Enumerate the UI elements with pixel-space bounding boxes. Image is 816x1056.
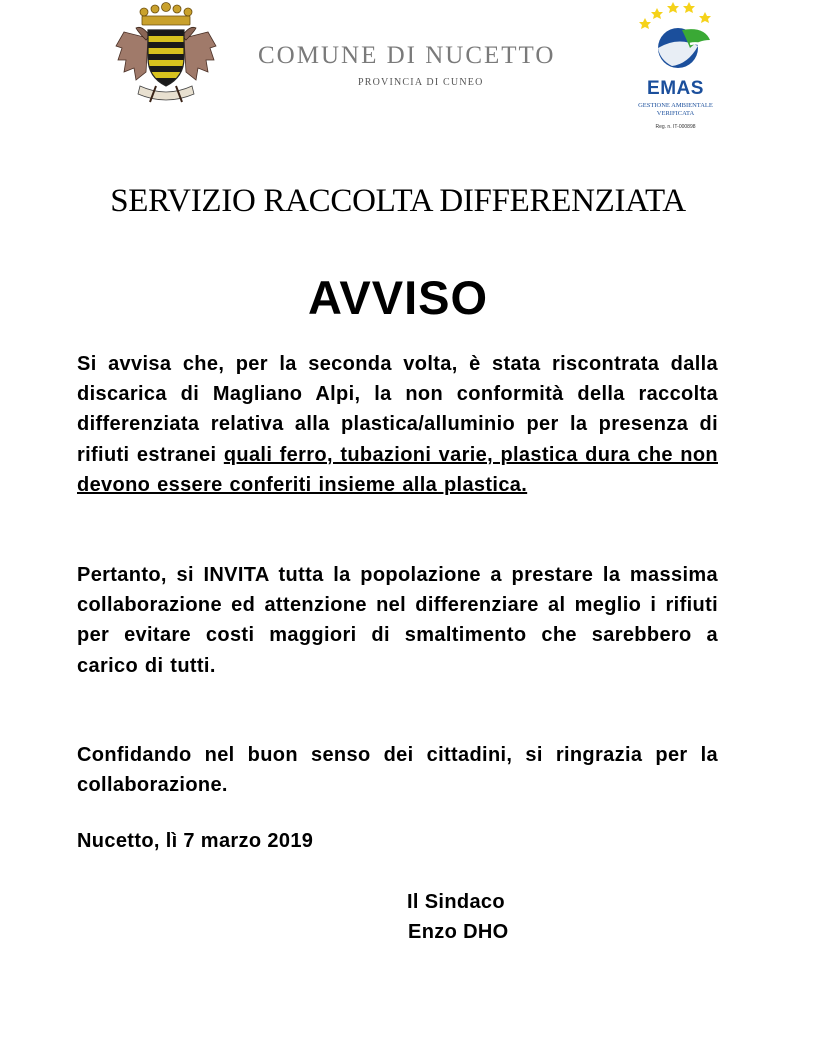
double-headed-eagle-icon [110,2,222,114]
paragraph-1-text: Si avvisa che, per la seconda volta, è stata riscontrata dalla discarica di Magliano Alpi, la non conformità della raccolta differenziata relativa alla plastica/alluminio per la presenza di rifiuti estranei [77,353,718,466]
emas-logo [628,0,723,135]
emas-registration: Reg. n. IT-000898 [655,124,696,130]
notice-heading: AVVISO [307,271,489,324]
signature-role: Il Sindaco [407,891,505,913]
paragraph-2: Pertanto, si INVITA tutta la popolazione a prestare la massima collaborazione ed attenzione nel differenziare al meglio i rifiuti per evitare costi maggiori di smaltimento che sarebbero a carico di tutti. [77,564,718,677]
document-title: SERVIZIO RACCOLTA DIFFERENZIATA [110,183,686,219]
province-name: PROVINCIA DI CUNEO [358,77,484,88]
paragraph-1 [77,349,718,500]
emas-subtitle-1: GESTIONE AMBIENTALE [638,102,713,109]
emas-subtitle-2: VERIFICATA [656,110,695,117]
eu-stars-icon [628,0,723,78]
municipal-crest-logo [110,2,222,114]
paragraph-3: Confidando nel buon senso dei cittadini, si ringrazia per la collaborazione. [77,744,718,797]
date-line: Nucetto, lì 7 marzo 2019 [77,830,314,852]
emas-name: EMAS [647,78,704,99]
paragraph-1-underlined-text: quali ferro, tubazioni varie, plastica dura che non devono essere conferiti insieme alla plastica. [77,443,718,496]
signature-name: Enzo DHO [408,921,509,943]
municipality-name: COMUNE DI NUCETTO [258,42,556,69]
